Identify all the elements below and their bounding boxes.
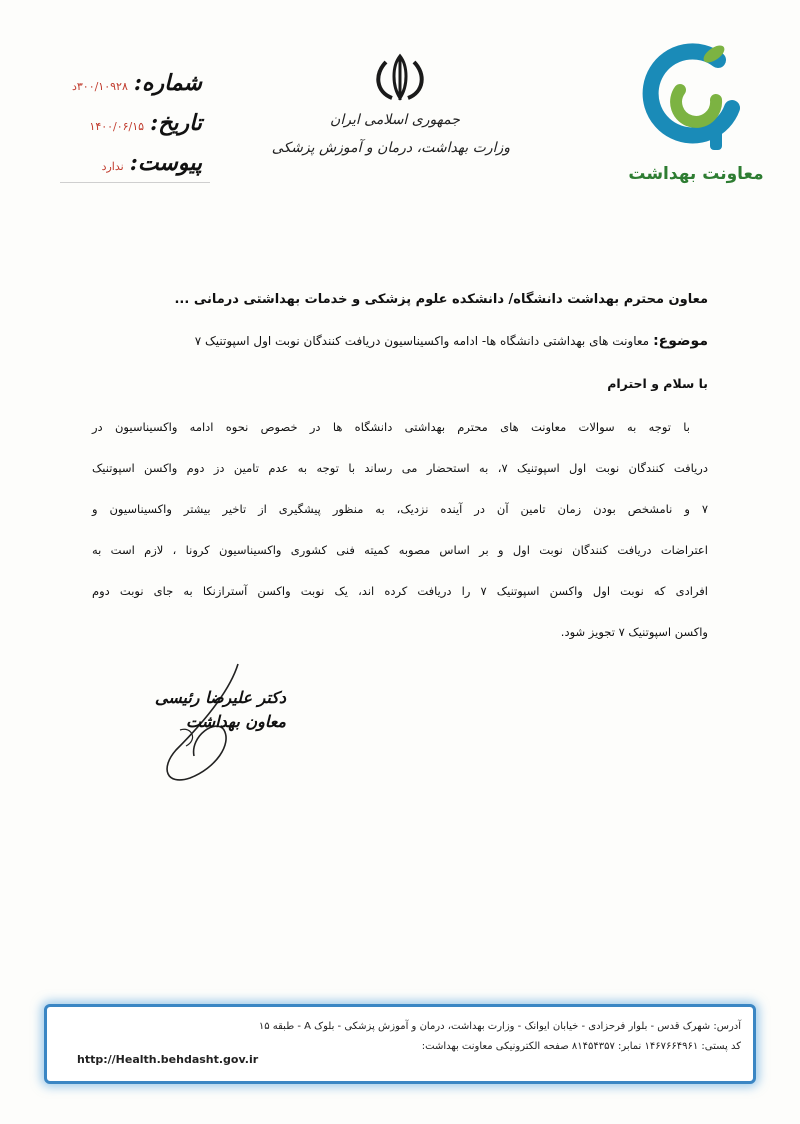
subject-label: موضوع: [653,333,708,349]
health-deputy-logo [626,38,766,188]
subject-text: معاونت های بهداشتی دانشگاه ها- ادامه واکسیناسیون دریافت کنندگان نوبت اول اسپوتنیک ۷ [194,334,650,348]
addressee: معاون محترم بهداشت دانشگاه/ دانشکده علوم پزشکی و خدمات بهداشتی درمانی ... [174,292,708,307]
signer-title: معاون بهداشت [186,712,286,731]
date-label: تاریخ: [150,110,202,136]
body-line: با توجه به سوالات معاونت های محترم بهداشتی دانشگاه ها در خصوص نحوه ادامه واکسیناسیون در [92,420,690,434]
letter-date [89,110,202,136]
footer-website-link[interactable]: http://Health.behdasht.gov.ir [77,1053,259,1066]
body-line: افرادی که نوبت اول واکسن اسپوتنیک ۷ را دریافت کرده اند، یک نوبت واکسن آسترازنکا به جای نوبت دوم [92,584,708,598]
number-label: شماره: [133,70,202,96]
logo-caption: معاونت بهداشت [628,164,764,184]
footer-box [44,1004,756,1084]
body-line: ۷ و نامشخص بودن زمان تامین آن در آینده نزدیک، به منظور پیشگیری از تاخیر بیشتر واکسیناسیون و [92,502,708,516]
attachment-label: پیوست: [129,150,202,176]
ring-leaf-icon [640,38,752,156]
letter-attachment [102,150,202,176]
body-line: دریافت کنندگان نوبت اول اسپوتنیک ۷، به استحضار می رساند با توجه به عدم تامین دز دوم واکسن اسپوتنیک [92,461,708,475]
footer-address: آدرس: شهرک قدس - بلوار فرحزادی - خیابان ایوانک - وزارت بهداشت، درمان و آموزش پزشکی - بلوک A - طبقه ۱۵ [258,1021,741,1032]
attachment-value: ندارد [101,160,124,173]
iran-emblem-icon [366,52,434,104]
ministry-name: وزارت بهداشت، درمان و آموزش پزشکی [271,140,510,156]
greeting: با سلام و احترام [607,376,708,391]
signer-name: دکتر علیرضا رئیسی [154,688,286,707]
subject [195,333,708,349]
body-line: اعتراضات دریافت کنندگان نوبت اول و بر اساس مصوبه کمیته فنی کشوری واکسیناسیون کرونا ، لازم است به [92,543,708,557]
signature-block [146,660,306,790]
date-value: ۱۴۰۰/۰۶/۱۵ [89,120,145,133]
letter-number [72,70,202,96]
footer-postal: کد پستی: ۱۴۶۷۶۶۴۹۶۱ نمابر: ۸۱۴۵۴۳۵۷ صفحه الکترونیکی معاونت بهداشت: [421,1041,741,1052]
body-line: واکسن اسپوتنیک ۷ تجویز شود. [560,625,708,639]
header-divider [60,182,210,183]
number-value: ۳۰۰/۱۰۹۲۸د [71,80,128,93]
government-name: جمهوری اسلامی ایران [330,112,460,128]
